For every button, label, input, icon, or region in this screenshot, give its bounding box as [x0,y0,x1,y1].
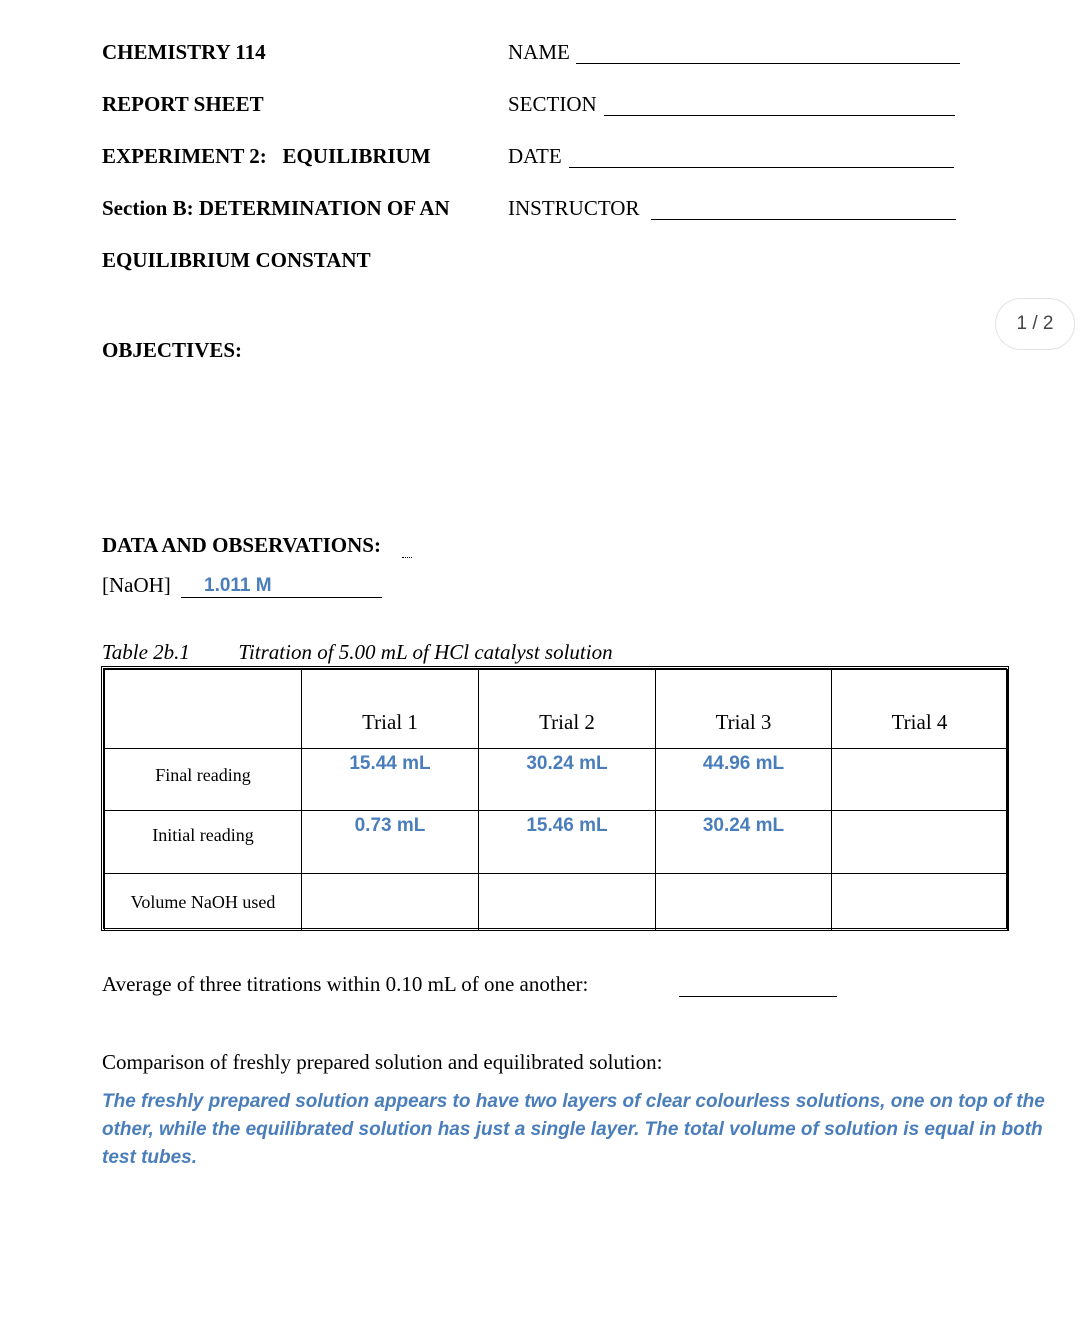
comparison-label: Comparison of freshly prepared solution and equilibrated solution: [102,1050,663,1074]
naoh-value: 1.011 M [204,575,272,596]
titration-table [101,666,1009,931]
date-field[interactable] [569,167,954,168]
column-header: Trial 1 [302,670,479,749]
table-cell[interactable]: 30.24 mL [656,811,832,874]
instructor-field[interactable] [651,219,956,220]
column-header: Trial 4 [832,670,1008,749]
naoh-label: [NaOH] [102,573,171,597]
column-header: Trial 3 [656,670,832,749]
table-cell[interactable]: 15.46 mL [479,811,656,874]
table-header-row [105,670,1008,749]
row-label-initial-reading: Initial reading [105,811,302,874]
comparison-answer: The freshly prepared solution appears to have two layers of clear colourless solutions, one on top of the other, while the equilibrated solution has just a single layer. The total volume of solution is equal in both test tubes. [102,1091,1045,1168]
average-label: Average of three titrations within 0.10 mL of one another: [102,972,589,996]
table-cell[interactable] [832,749,1008,811]
instructor-label: INSTRUCTOR [508,196,640,220]
table-row [105,874,1008,931]
date-label: DATE [508,144,562,168]
table-number: Table 2b.1 [102,640,190,664]
table-row [105,749,1008,811]
row-label-volume-naoh-used: Volume NaOH used [105,874,302,931]
heading-underline [402,557,412,558]
section-label: SECTION [508,92,597,116]
experiment-title: EXPERIMENT 2: EQUILIBRIUM [102,144,431,168]
objectives-heading: OBJECTIVES: [102,338,243,362]
page-indicator [995,298,1075,350]
section-field[interactable] [604,115,955,116]
table-caption [102,640,613,665]
table-title: Titration of 5.00 mL of HCl catalyst solution [238,640,613,664]
name-field[interactable] [576,63,960,64]
table-cell[interactable]: 30.24 mL [479,749,656,811]
page-indicator-text: 1 / 2 [1016,313,1054,334]
average-field[interactable] [679,996,837,997]
course-title: CHEMISTRY 114 [102,40,266,64]
report-sheet-title: REPORT SHEET [102,92,264,116]
section-title-continued: EQUILIBRIUM CONSTANT [102,248,371,272]
column-header: Trial 2 [479,670,656,749]
section-title: Section B: DETERMINATION OF AN [102,196,450,220]
table-row [105,811,1008,874]
row-label-final-reading: Final reading [105,749,302,811]
table-cell[interactable]: 44.96 mL [656,749,832,811]
table-cell[interactable] [479,874,656,931]
table-cell[interactable] [832,874,1008,931]
name-label: NAME [508,40,570,64]
table-cell[interactable] [832,811,1008,874]
table-cell[interactable] [302,874,479,931]
table-cell[interactable]: 15.44 mL [302,749,479,811]
table-corner-cell [105,670,302,749]
table-cell[interactable]: 0.73 mL [302,811,479,874]
table-cell[interactable] [656,874,832,931]
data-heading: DATA AND OBSERVATIONS: [102,533,381,557]
naoh-field[interactable] [181,597,382,598]
